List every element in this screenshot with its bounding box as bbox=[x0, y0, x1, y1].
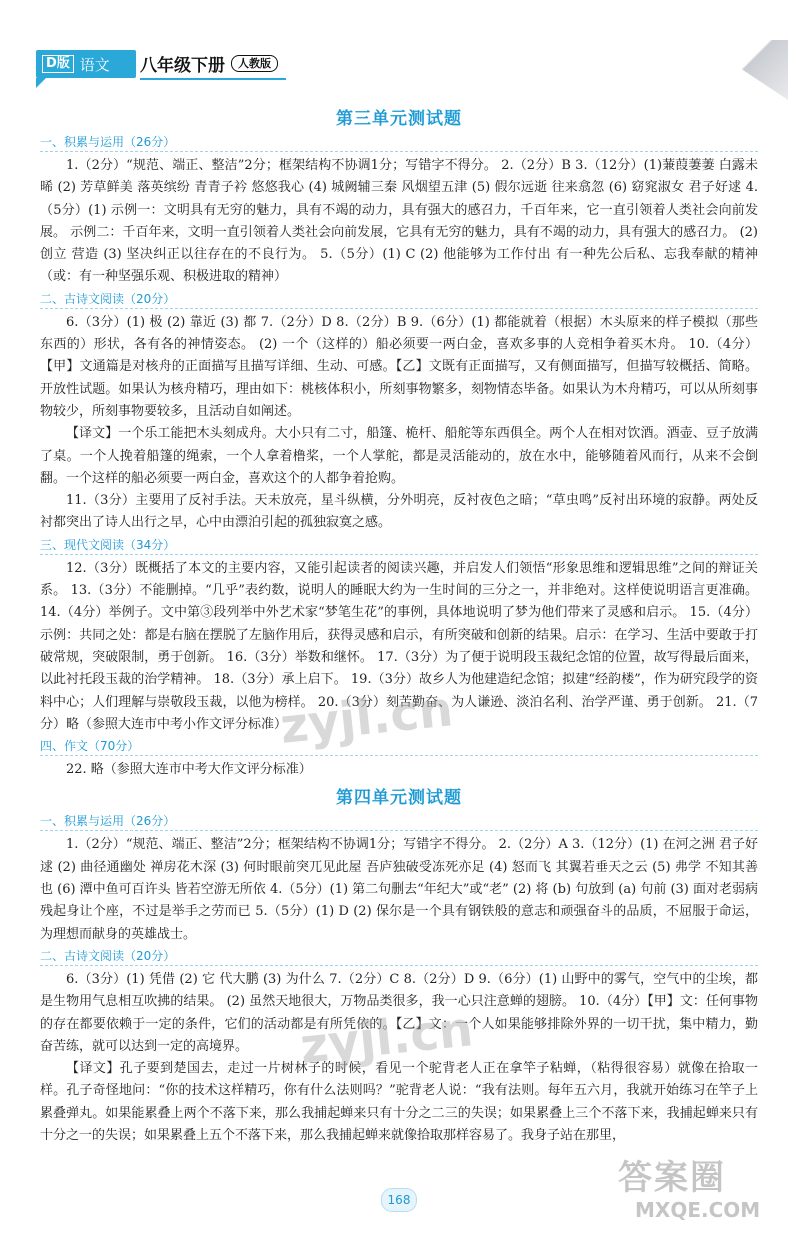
watermark-site: zyjl.cn bbox=[297, 1001, 476, 1075]
unit-title: 第四单元测试题 bbox=[336, 788, 462, 809]
header-tab-tail bbox=[36, 78, 46, 88]
publisher-label: 人教版 bbox=[231, 55, 278, 72]
watermark-logo-url: MXQE.COM bbox=[635, 1198, 761, 1222]
watermark-site: zyjl.cn bbox=[277, 681, 456, 755]
translation-paragraph: 【译文】一个乐工能把木头刻成舟。大小只有二寸，船篷、桅杆、船舵等东西俱全。两个人在相对饮酒。酒壶、豆子放满了桌。一个人挽着船篷的绳索，一个人拿着橹桨，一个人掌舵，都是灵活能动的，放在水中，能够随着风而行，从来不会倒翻。一个这样的船必须要一两白金，喜欢这个的人都争着抢购。 bbox=[40, 426, 758, 486]
edition-badge bbox=[36, 50, 136, 78]
grade-title bbox=[140, 48, 286, 80]
section-heading: 一、积累与运用（26分） bbox=[40, 133, 758, 152]
unit-title: 第三单元测试题 bbox=[336, 109, 462, 129]
page-number: 168 bbox=[381, 1188, 417, 1212]
answer-paragraph: 11.（3分）主要用了反衬手法。天未放亮，星斗纵横，分外明亮，反衬夜色之暗；“草虫鸣”反衬出环境的寂静。两处反衬都突出了诗人出行之早，心中由漂泊引起的孤独寂寞之感。 bbox=[40, 493, 758, 531]
section-heading: 二、古诗文阅读（20分） bbox=[40, 290, 758, 309]
edition-label: D版 bbox=[42, 55, 74, 73]
answer-paragraph: 1.（2分）“规范、端正、整洁”2分；框架结构不协调1分；写错字不得分。 2.（2分）B 3.（12分）(1)蒹葭萋萋 白露未晞 (2) 芳草鲜美 落英缤纷 青青子衿 悠悠我心 (4) 城阙辅三秦 风烟望五津 (5) 假尔远逝 往来翕忽 (6) 窈窕淑女 君子好逑 4.（5分）(1) 示例一：文明具有无穷的魅力，具有不竭的动力，具有强大的感召力，千百年来，它一直引领着人类社会向前发展。 示例二：千百年来，文明一直引领着人类社会向前发展，它具有无穷的魅力，具有不竭的动力，具有强大的感召力。 (2) 创立 营造 (3) 坚决纠正以往存在的不良行为。 5.（5分）(1) C (2) 他能够为工作付出 有一种先公后私、忘我奉献的精神（或：有一种坚强乐观、积极进取的精神） bbox=[40, 158, 758, 285]
page-corner-fold bbox=[698, 40, 788, 100]
section-heading: 三、现代文阅读（34分） bbox=[40, 536, 758, 555]
subject-label: 语文 bbox=[79, 55, 110, 74]
answer-paragraph: 6.（3分）(1) 凭借 (2) 它 代大鹏 (3) 为什么 7.（2分）C 8.（2分）D 9.（6分）(1) 山野中的雾气，空气中的尘埃，都是生物用气息相互吹拂的结果。 (2) 虽然天地很大，万物品类很多，我一心只注意蝉的翅膀。 10.（4分）【甲】文：任何事物的存在都要依赖于一定的条件，它们的活动都是有所凭依的。【乙】文：一个人如果能够排除外界的一切干扰，集中精力，勤奋苦练，就可以达到一定的高境界。 bbox=[40, 971, 758, 1054]
unit-block bbox=[40, 783, 758, 1147]
answer-paragraph: 22. 略（参照大连市中考大作文评分标准） bbox=[66, 762, 312, 778]
section-heading: 二、古诗文阅读（20分） bbox=[40, 947, 758, 966]
page-header bbox=[36, 44, 326, 88]
answer-content bbox=[40, 102, 758, 1147]
answer-paragraph: 12.（3分）既概括了本文的主要内容，又能引起读者的阅读兴趣，并启发人们领悟“形象思维和逻辑思维”之间的辩证关系。 13.（3分）不能删掉。“几乎”表约数，说明人的睡眠大约为一生时间的三分之一，并非绝对。这样使说明语言更准确。 14.（4分）举例子。文中第③段列举中外艺术家“梦笔生花”的事例，具体地说明了梦为他们带来了灵感和启示。 15.（4分）示例：共同之处：都是右脑在摆脱了左脑作用后，获得灵感和启示，有所突破和创新的结果。启示：在学习、生活中要敢于打破常规，突破限制，勇于创新。 16.（3分）举数和继怀。 17.（3分）为了便于说明段玉裁纪念馆的位置，故写得最后面来，以此衬托段玉裁的治学精神。 18.（3分）承上启下。 19.（3分）故乡人为他建造纪念馆；拟建“经韵楼”，作为研究段学的资料中心；人们理解与崇敬段玉裁，以他为榜样。 20.（3分）刻苦勤奋、为人谦逊、淡泊名利、治学严谨、勇于创新。 21.（7分）略（参照大连市中考小作文评分标准） bbox=[40, 560, 758, 732]
grade-label: 八年级下册 bbox=[140, 55, 225, 76]
answer-paragraph: 6.（3分）(1) 极 (2) 靠近 (3) 都 7.（2分）D 8.（2分）B 9.（6分）(1) 都能就着（根据）木头原来的样子模拟（那些东西的）形状，各有各的神情姿态。 (2) 一个（这样的）船必须要一两白金，喜欢多事的人竞相争着买木舟。 10.（4分）【甲】文通篇是对核舟的正面描写且描写详细、生动、可感。【乙】文既有正面描写，又有侧面描写，但描写较概括、简略。开放性试题。如果认为核舟精巧，理由如下：桃核体积小，所刻事物繁多，刻物情态毕备。如果认为木舟精巧，可以从所刻事物较少，所刻事物要较多，且活动自如阐述。 bbox=[40, 314, 758, 419]
watermark-logo: 答案圈 bbox=[618, 1158, 726, 1198]
answer-paragraph: 1.（2分）“规范、端正、整洁”2分；框架结构不协调1分；写错字不得分。 2.（2分）A 3.（12分）(1) 在河之洲 君子好逑 (2) 曲径通幽处 禅房花木深 (3) 何时眼前突兀见此屋 吾庐独破受冻死亦足 (4) 怒而飞 其翼若垂天之云 (5) 弗学 不知其善也 (6) 潭中鱼可百许头 皆若空游无所依 4.（5分）(1) 第二句删去“年纪大”或“老” (2) 将 (b) 句放到 (a) 句前 (3) 面对老弱病残起身让个座，不过是举手之劳而已 5.（5分）(1) D (2) 保尔是一个具有钢铁般的意志和顽强奋斗的品质，不屈服于命运，为理想而献身的英雄战士。 bbox=[40, 837, 758, 942]
section-heading: 四、作文（70分） bbox=[40, 737, 758, 756]
unit-block bbox=[40, 104, 758, 781]
section-heading: 一、积累与运用（26分） bbox=[40, 812, 758, 831]
translation-paragraph: 【译文】孔子要到楚国去，走过一片树林子的时候，看见一个驼背老人正在拿竿子粘蝉，（粘得很容易）就像在拾取一样。孔子奇怪地问：“你的技术这样精巧，你有什么法则吗？”驼背老人说：“我有法则。每年五六月，我就开始练习在竿子上累叠弹丸。如果能累叠上两个不落下来，那么我捕起蝉来只有十分之二三的失误；如果累叠上三个不落下来，我捕起蝉来只有十分之一的失误；如果累叠上五个不落下来，那么我捕起蝉来就像拾取那样容易了。我身子站在那里， bbox=[40, 1061, 758, 1143]
